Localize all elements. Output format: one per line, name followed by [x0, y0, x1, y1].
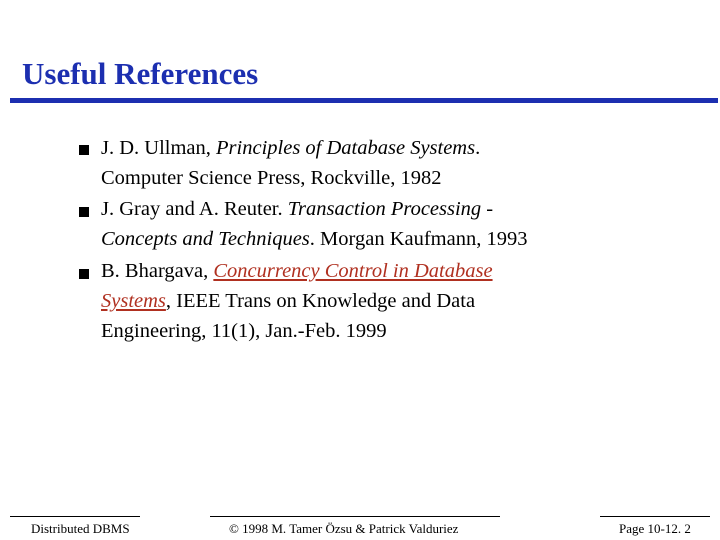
ref1-publisher: Computer Science Press, Rockville, 1982 [101, 167, 442, 189]
footer-right-rule [600, 516, 710, 517]
ref2-book-title-part2: Concepts and Techniques [101, 228, 310, 250]
ref2-book-title-part1: Transaction Processing - [287, 198, 494, 220]
ref1-book-title: Principles of Database Systems [216, 137, 476, 159]
ref3-author: B. Bhargava, [101, 260, 214, 282]
reference-item-2 [101, 194, 641, 254]
footer-copyright: © 1998 M. Tamer Özsu & Patrick Valduriez [229, 521, 459, 536]
ref3-journal-issue: Engineering, 11(1), Jan.-Feb. 1999 [101, 320, 387, 342]
footer-center-rule [210, 516, 500, 517]
reference-item-3 [101, 256, 641, 346]
bullet-icon [79, 269, 89, 279]
ref2-authors: J. Gray and A. Reuter. [101, 198, 288, 220]
ref3-paper-link-part1[interactable]: Concurrency Control in Database [213, 260, 493, 282]
reference-item-1 [101, 133, 641, 193]
ref2-publisher: . Morgan Kaufmann, 1993 [309, 228, 528, 250]
ref1-period: . [475, 137, 481, 159]
ref1-authors: J. D. Ullman, [101, 137, 217, 159]
ref3-paper-link-part2[interactable]: Systems [101, 290, 166, 312]
footer-course-name: Distributed DBMS [31, 521, 130, 536]
ref3-journal: , IEEE Trans on Knowledge and Data [165, 290, 476, 312]
slide-title: Useful References [22, 56, 259, 91]
bullet-icon [79, 207, 89, 217]
bullet-icon [79, 145, 89, 155]
footer-left-rule [10, 516, 140, 517]
footer-page-number: Page 10-12. 2 [619, 521, 691, 536]
